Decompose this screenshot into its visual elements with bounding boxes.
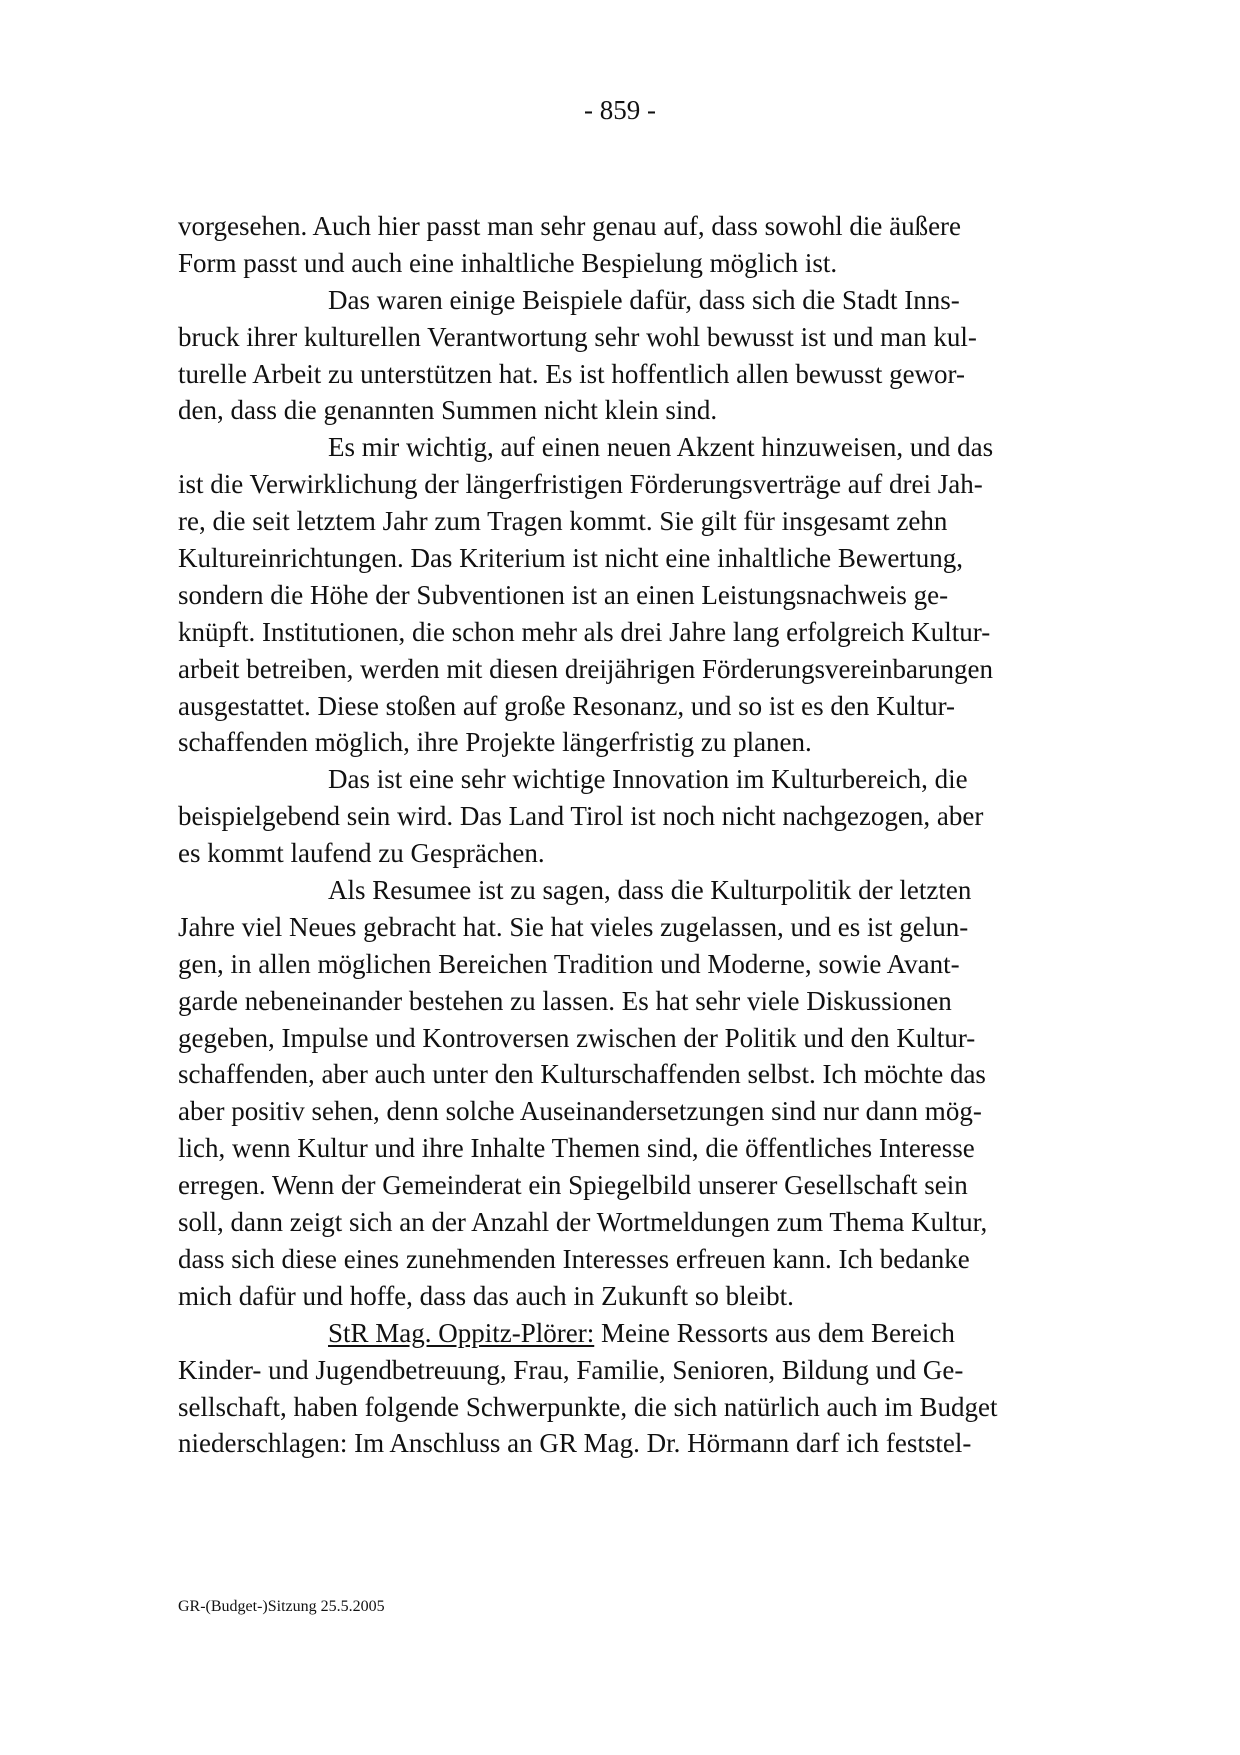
- text-line: Kultureinrichtungen. Das Kriterium ist nicht eine inhaltliche Bewertung,: [178, 543, 964, 574]
- text-line: gen, in allen möglichen Bereichen Tradition und Moderne, sowie Avant-: [178, 948, 960, 979]
- text-line: turelle Arbeit zu unterstützen hat. Es ist hoffentlich allen bewusst gewor-: [178, 358, 965, 389]
- text-line: mich dafür und hoffe, dass das auch in Zukunft so bleibt.: [178, 1280, 794, 1311]
- text-line: ist die Verwirklichung der längerfristigen Förderungsverträge auf drei Jah-: [178, 469, 983, 500]
- text-line: arbeit betreiben, werden mit diesen dreijährigen Förderungsvereinbarungen: [178, 653, 993, 684]
- footer-session-label: GR-(Budget-)Sitzung 25.5.2005: [178, 1598, 385, 1615]
- speaker-line-rest: Meine Ressorts aus dem Bereich: [594, 1317, 955, 1348]
- text-line: garde nebeneinander bestehen zu lassen. Es hat sehr viele Diskussionen: [178, 985, 952, 1016]
- text-line: gegeben, Impulse und Kontroversen zwischen der Politik und den Kultur-: [178, 1022, 976, 1053]
- text-line: Form passt und auch eine inhaltliche Bespielung möglich ist.: [178, 247, 838, 278]
- paragraph-start-line: Als Resumee ist zu sagen, dass die Kulturpolitik der letzten: [328, 875, 972, 906]
- speaker-name: StR Mag. Oppitz-Plörer:: [328, 1317, 595, 1348]
- text-line: sondern die Höhe der Subventionen ist an einen Leistungsnachweis ge-: [178, 579, 949, 610]
- page-number: - 859 -: [584, 95, 656, 125]
- speaker-line: [178, 1315, 1078, 1352]
- text-line: lich, wenn Kultur und ihre Inhalte Themen sind, die öffentliches Interesse: [178, 1133, 975, 1164]
- paragraph-start-line: Das waren einige Beispiele dafür, dass sich die Stadt Inns-: [328, 284, 960, 315]
- body-text: [178, 208, 1078, 1462]
- text-line: sellschaft, haben folgende Schwerpunkte, die sich natürlich auch im Budget: [178, 1391, 998, 1422]
- text-line: vorgesehen. Auch hier passt man sehr genau auf, dass sowohl die äußere: [178, 211, 962, 241]
- text-line: schaffenden möglich, ihre Projekte längerfristig zu planen.: [178, 727, 812, 758]
- paragraph-start-line: Es mir wichtig, auf einen neuen Akzent hinzuweisen, und das: [328, 432, 994, 463]
- text-line: schaffenden, aber auch unter den Kulturschaffenden selbst. Ich möchte das: [178, 1059, 986, 1090]
- text-line: aber positiv sehen, denn solche Auseinandersetzungen sind nur dann mög-: [178, 1096, 982, 1127]
- text-line: bruck ihrer kulturellen Verantwortung sehr wohl bewusst ist und man kul-: [178, 321, 977, 352]
- text-line: Jahre viel Neues gebracht hat. Sie hat vieles zugelassen, und es ist gelun-: [178, 911, 969, 942]
- text-line: es kommt laufend zu Gesprächen.: [178, 838, 545, 869]
- text-line: ausgestattet. Diese stoßen auf große Resonanz, und so ist es den Kultur-: [178, 690, 956, 721]
- text-line: knüpft. Institutionen, die schon mehr als drei Jahre lang erfolgreich Kultur-: [178, 616, 991, 647]
- text-line: den, dass die genannten Summen nicht klein sind.: [178, 395, 718, 426]
- text-line: beispielgebend sein wird. Das Land Tirol ist noch nicht nachgezogen, aber: [178, 801, 984, 832]
- paragraph-start-line: Das ist eine sehr wichtige Innovation im Kulturbereich, die: [328, 764, 968, 795]
- text-line: erregen. Wenn der Gemeinderat ein Spiegelbild unserer Gesellschaft sein: [178, 1170, 968, 1201]
- text-line: soll, dann zeigt sich an der Anzahl der Wortmeldungen zum Thema Kultur,: [178, 1207, 988, 1238]
- text-line: Kinder- und Jugendbetreuung, Frau, Familie, Senioren, Bildung und Ge-: [178, 1354, 964, 1385]
- text-line: dass sich diese eines zunehmenden Interesses erfreuen kann. Ich bedanke: [178, 1243, 970, 1274]
- text-line: re, die seit letztem Jahr zum Tragen kommt. Sie gilt für insgesamt zehn: [178, 506, 948, 537]
- text-line: niederschlagen: Im Anschluss an GR Mag. Dr. Hörmann darf ich feststel-: [178, 1428, 972, 1459]
